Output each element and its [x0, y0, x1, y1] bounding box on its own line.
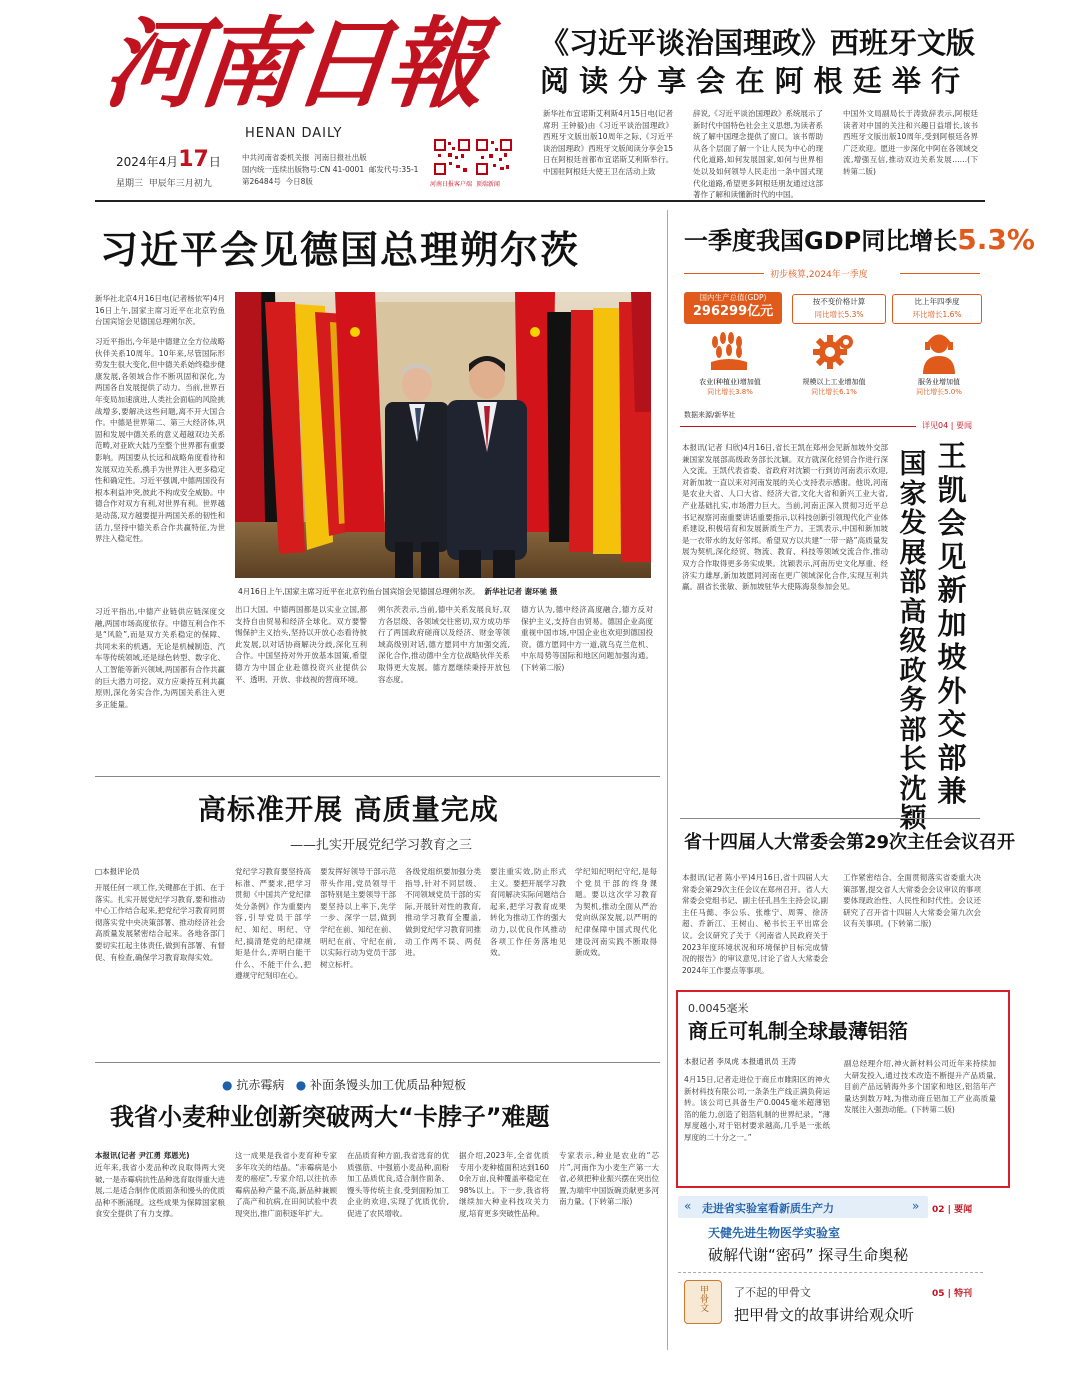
- promo-title-2[interactable]: 把甲骨文的故事讲给观众听: [734, 1306, 915, 1324]
- wheat-col-5: 专家表示,种业是农业的“芯片”,河南作为小麦生产第一大省,必须把种业振兴摆在突出位置,为端牢中国饭碗贡献更多河南力量。(下转第二版): [559, 1151, 659, 1207]
- qr-caption: 河南日报客户端 顶端新闻: [430, 181, 500, 188]
- gdp-source: 数据来源/新华社: [684, 411, 736, 419]
- qr-code-app[interactable]: [433, 138, 471, 176]
- aluminum-byline: 本报记者 李凤虎 本报通讯员 王涛: [684, 1057, 797, 1066]
- wheat-tag-bullet-icon: ●: [295, 1078, 307, 1092]
- gdp-subtitle: 初步核算,2024年一季度: [770, 270, 868, 280]
- wheat-headline[interactable]: 我省小麦种业创新突破两大“卡脖子”难题: [110, 1103, 550, 1131]
- npc-body: 本报讯(记者 陈小平)4月16日,省十四届人大常委会第29次主任会议在郑州召开。省人大常委会党组书记、副主任孔昌生主持会议,副主任马懿、李公乐、张维宁、周霁、徐济超、乔新江、王树山、秘书长王平出席会议。会议研究了关于《河南省人民政府关于2023年度环境状况和环境保护目标完成情况的报告》的审议意见,讨论了省人大常委会2024年工作要点等事项。: [682, 873, 828, 975]
- npc-headline[interactable]: 省十四届人大常委会第29次主任会议召开: [684, 832, 1016, 853]
- aluminum-body-2: 副总经理介绍,神火新材料公司近年来持续加大研发投入,通过技术改造不断提升产品质量,目前产品远销海外多个国家和地区,铝箔年产量达到数万吨,为推动商丘铝加工产业高质量发展注入强劲动能。(下转第二版): [844, 1059, 996, 1115]
- party-col-1: 开展任何一项工作,关键都在于抓、在于落实。扎实开展党纪学习教育,要和推动中心工作结合起来,把党纪学习教育同贯彻落实党中央决策部署、推动经济社会高质量发展紧密结合起来。各地各部门要切实扛起主体责任,做到有部署、有督促、有检查,确保学习教育取得实效。: [95, 883, 225, 962]
- gdp-icon-label-1: 农业(种植业)增加值 同比增长3.8%: [699, 378, 761, 396]
- aluminum-headline[interactable]: 商丘可轧制全球最薄铝箔: [688, 1019, 908, 1043]
- promo-kicker-page[interactable]: 02 | 要闻: [932, 1205, 973, 1215]
- main-headline[interactable]: 习近平会见德国总理朔尔茨: [100, 228, 581, 272]
- main-col4: 朔尔茨表示,当前,德中关系发展良好,双方各层级、各领域交往密切,双方成功举行了两国政府磋商以及经济、财金等领域高级别对话,德方愿同中方加强交流,深化合作,推动德中全方位战略伙伴关系取得更大发展。德方愿继续秉持开放包容态度。: [378, 605, 510, 684]
- chevron-double-icon: «: [684, 1199, 692, 1213]
- promo-lab: 天健先进生物医学实验室: [708, 1226, 841, 1240]
- promo-rule: [678, 1272, 983, 1273]
- gdp-see-more[interactable]: 详见04 | 要闻: [922, 421, 972, 430]
- masthead-logo: 河南日報: [99, 7, 488, 122]
- party-col-6: 学纪知纪明纪守纪,是每个党员干部的终身课题。要以这次学习教育为契机,推动全面从严治党向纵深发展,以严明的纪律保障中国式现代化建设河南实践不断取得新成效。: [575, 867, 657, 958]
- party-col-5: 要注重实效,防止形式主义。要把开展学习教育同解决实际问题结合起来,把学习教育成果转化为推动工作的强大动力,以优良作风推动各项工作任务落地见效。: [490, 867, 566, 958]
- promo-kicker-2-page[interactable]: 05 | 特刊: [932, 1289, 973, 1299]
- party-col-2: 党纪学习教育要坚持高标准、严要求,把学习贯彻《中国共产党纪律处分条例》作为重要内容,引导党员干部学纪、知纪、明纪、守纪,搞清楚党的纪律规矩是什么,弄明白能干什么、不能干什么,把遵规守纪刻印在心。: [235, 867, 311, 981]
- chevron-double-right-icon: »: [912, 1199, 920, 1213]
- aluminum-body: 4月15日,记者走进位于商丘市睢阳区的神火新材科技有限公司,一条条生产线正满负荷运转。该公司已具备生产0.0045毫米超薄铝箔的能力,创造了铝箔轧制的世界纪录。“薄厚度越小,对于铝材要求越高,几乎是一张纸厚度的二十分之一。”: [684, 1075, 830, 1142]
- photo-caption: 4月16日上午,国家主席习近平在北京钓鱼台国宾馆会见德国总理朔尔茨。 新华社记者 谢环驰 摄: [238, 587, 558, 596]
- party-byline: □本报评论员: [95, 867, 140, 876]
- masthead: [0, 0, 1080, 200]
- party-col-4: 各级党组织要加强分类指导,针对不同层级、不同领域党员干部的实际,开展针对性的教育,推动学习教育全覆盖,做到党纪学习教育同推动工作两不误、两促进。: [405, 867, 481, 958]
- npc-body-2: 工作紧密结合、全面贯彻落实省委重大决策部署,提交省人大常委会会议审议的事项要体现政治性、人民性和时代性。会议还研究了召开省十四届人大常委会第九次会议有关事项。(下转第二版): [843, 873, 981, 929]
- main-col5: 德方认为,德中经济高度融合,德方反对保护主义,支持自由贸易。德国企业高度重视中国市场,中国企业也欢迎到德国投资。德方愿同中方一道,就乌克兰危机、中东局势等国际和地区问题加强沟通。(下转第二版): [521, 605, 653, 672]
- gdp-stat-qoq: 比上年四季度 环比增长1.6%: [892, 294, 982, 324]
- party-subtitle: ——扎实开展党纪学习教育之三: [290, 838, 473, 853]
- gdp-stat-main: 国内生产总值(GDP) 296299亿元: [684, 292, 782, 324]
- gdp-headline[interactable]: 一季度我国GDP同比增长5.3%: [684, 223, 1035, 256]
- wheat-icon: [705, 330, 753, 374]
- wheat-col-4: 据介绍,2023年,全省优质专用小麦种植面积达到1600余万亩,良种覆盖率稳定在98%以上。下一步,我省将继续加大种业科技攻关力度,培育更多突破性品种。: [459, 1151, 549, 1218]
- main-col3: 出口大国。中德两国都是以实业立国,都支持自由贸易和经济全球化。双方要警惕保护主义抬头,坚持以开放心态看待彼此发展,以对话协商解决分歧,深化互利合作。中国坚持对外开放基本国策,希望德方为中国企业赴德投资兴业提供公平、透明、开放、非歧视的营商环境。: [235, 605, 367, 684]
- promo-box: [678, 1192, 986, 1350]
- party-col-3: 要发挥好领导干部示范带头作用,党员领导干部特别是主要领导干部要坚持以上率下,先学一步、深学一层,做到学纪在前、知纪在前、明纪在前、守纪在前,以实际行动为党员干部树立标杆。: [320, 867, 396, 969]
- aluminum-kicker: 0.0045毫米: [688, 1002, 749, 1015]
- masthead-info: 中共河南省委机关报 河南日报社出版 国内统一连续出版物号:CN 41-0001 邮发代号:35-1 第26484号 今日8版: [242, 153, 419, 186]
- flag-germany-right: [547, 292, 651, 562]
- wheat-tags: ● 抗赤霉病 ● 补面条馒头加工优质品种短板: [222, 1078, 467, 1092]
- promo-kicker-2: 了不起的甲骨文: [734, 1286, 811, 1299]
- masthead-rule: [95, 200, 985, 202]
- wangkai-rule: [680, 818, 980, 819]
- main-col2: 习近平指出,中德产业链供应链深度交融,两国市场高度依存。中德互利合作不是“风险”,而是双方关系稳定的保障、共同未来的机遇。无论是机械制造、汽车等传统领域,还是绿色转型、数字化、人工智能等新兴领域,两国都有合作共赢的巨大潜力可挖。双方应秉持互利共赢原则,深化务实合作,为两国关系注入更多正能量。: [95, 607, 225, 709]
- wangkai-headline-col1[interactable]: 王凯会见新加坡外交部兼: [937, 439, 967, 808]
- gdp-subtitle-rule-right: [900, 273, 980, 274]
- wangkai-headline-col2[interactable]: 国家发展部高级政务部长沈颖: [899, 449, 927, 834]
- promo-kicker: 走进省实验室看新质生产力: [702, 1202, 834, 1215]
- gdp-subtitle-rule: [684, 273, 764, 274]
- main-photo: [235, 292, 651, 578]
- headset-worker-icon: [915, 330, 963, 374]
- promo-title[interactable]: 破解代谢“密码” 探寻生命奥秘: [708, 1246, 909, 1264]
- top-story-col3: 中国外文局副局长于涛致辞表示,阿根廷读者对中国的关注和兴趣日益增长,该书西班牙文版出版10周年,受到阿根廷各界广泛欢迎。愿进一步深化中阿在各领域交流,增强互信,推动双边关系发展……(下转第二版): [843, 109, 978, 176]
- masthead-weekday: 星期三 甲辰年三月初九: [116, 179, 212, 189]
- gdp-icon-label-3: 服务业增加值 同比增长5.0%: [916, 378, 962, 396]
- top-story-headline[interactable]: 《习近平谈治国理政》西班牙文版 阅 读 分 享 会 在 阿 根 廷 举 行: [540, 26, 976, 98]
- wheat-col-2: 这一成果是我省小麦育种专家多年攻关的结晶。“赤霉病是小麦的癌症”,专家介绍,以往抗赤霉病品种产量不高,新品种兼顾了高产和抗病,在田间试验中表现突出,推广面积逐年扩大。: [235, 1151, 337, 1218]
- gdp-stat-yoy: 按不变价格计算 同比增长5.3%: [792, 294, 886, 324]
- wheat-col-1: 近年来,我省小麦品种改良取得两大突破,一是赤霉病抗性品种选育取得重大进展,二是适合制作优质面条和馒头的优质品种不断涌现。这些成果为保障国家粮食安全提供了有力支撑。: [95, 1163, 225, 1219]
- party-headline[interactable]: 高标准开展 高质量完成: [198, 793, 499, 826]
- main-col1: 习近平指出,今年是中德建立全方位战略伙伴关系10周年。10年来,尽管国际形势发生很大变化,但中德关系始终稳步健康发展,各领域合作不断巩固和深化,为两国各自发展提供了动力。当前,世界百年变局加速演进,人类社会面临的风险挑战增多,要解决这些问题,离不开大国合作。中德是世界第二、第三大经济体,巩固和发展中德关系的意义超越双边关系范畴,对亚欧大陆乃至整个世界都有重要影响。两国要从长远和战略角度看待和发展双边关系,携手为世界注入更多稳定性和确定性。习近平强调,中德两国没有根本利益冲突,彼此不构成安全威胁。中德合作对双方有利,对世界有利。世界越是动荡,双方越要提升两国关系的韧性和活力,坚持中德关系合作共赢特征,为世界注入稳定性。: [95, 337, 225, 544]
- top-story-col1: 新华社布宜诺斯艾利斯4月15日电(记者 席玥 王钟毅)由《习近平谈治国理政》西班牙文版出版10周年之际,《习近平谈治国理政》西班牙文版阅读分享会15日在阿根廷首都布宜诺斯艾利斯举行。 中国驻阿根廷大使王卫在活动上致: [543, 109, 673, 176]
- main-byline: 新华社北京4月16日电(记者杨依军)4月16日上午,国家主席习近平在北京钓鱼台国宾馆会见德国总理朔尔茨。: [95, 294, 225, 327]
- wheat-byline: 本报讯(记者 尹江勇 郑恩光): [95, 1151, 190, 1160]
- wheat-col-3: 在品质育种方面,我省选育的优质强筋、中强筋小麦品种,面粉加工品质优良,适合制作面条、馒头等传统主食,受到面粉加工企业的欢迎,实现了优质优价,促进了农民增收。: [347, 1151, 449, 1218]
- qr-code-news[interactable]: [475, 138, 513, 176]
- top-story-col2: 辞说,《习近平谈治国理政》系统展示了新时代中国特色社会主义思想,为读者系统了解中国理念提供了窗口。该书帮助从各个层面了解一个让人民为中心的现代化道路,如何发展国家,如何与世界相处以及如何领导人民走出一条中国式现代化道路,希望更多阿根廷朋友通过这部著作了解和读懂新时代的中国。: [693, 109, 823, 200]
- column-divider: [667, 210, 668, 1350]
- party-top-rule: [95, 776, 660, 777]
- gear-icon: [810, 330, 858, 374]
- promo-lab-banner[interactable]: [678, 1196, 928, 1218]
- gdp-icon-label-2: 规模以上工业增加值 同比增长6.1%: [802, 378, 866, 396]
- masthead-english: HENAN DAILY: [245, 126, 343, 141]
- masthead-date: 2024年4月17日: [116, 147, 221, 172]
- gdp-rule: [680, 426, 916, 427]
- party-bottom-rule: [95, 1062, 660, 1063]
- wheat-tag-bullet-icon: ●: [222, 1078, 233, 1092]
- wangkai-body: 本报讯(记者 归欣)4月16日,省长王凯在郑州会见新加坡外交部兼国家发展部高级政务部长沈颖。双方就深化经贸合作进行深入交流。王凯代表省委、省政府对沈颖一行到访河南表示欢迎,对新加坡一直以来对河南发展的关心支持表示感谢。他说,河南是农业大省、人口大省、经济大省,文化大省和新兴工业大省,产业基础扎实,市场潜力巨大。当前,河南正深入贯彻习近平总书记视察河南重要讲话重要指示,以科技创新引领现代化产业体系建设,积极培育和发展新质生产力。王凯表示,中国和新加坡是一衣带水的友好邻邦。希望双方以共建“一带一路”高质量发展为契机,深化经贸、物流、教育、科技等领域交流合作,推动双方合作取得更多务实成果。沈颖表示,河南历史文化厚重、经济实力雄厚,新加坡愿同河南在更广领域深化合作,实现互利共赢。副省长张敏、新加坡驻华大使陈海泉参加会见。: [682, 443, 888, 592]
- oracle-seal-icon: 甲骨文: [684, 1280, 722, 1324]
